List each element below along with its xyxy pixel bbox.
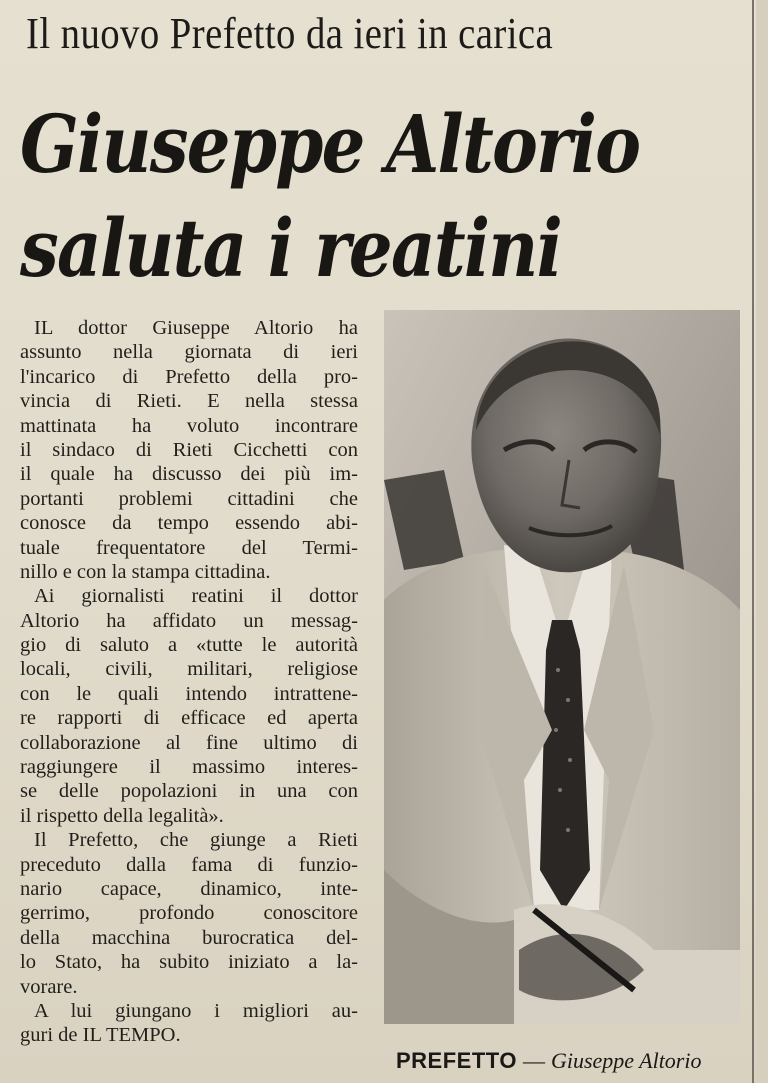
body-line: vorare. bbox=[20, 975, 78, 998]
headline bbox=[20, 92, 639, 300]
body-line: IL dottor Giuseppe Altorio ha bbox=[34, 317, 358, 339]
body-line: re rapporti di efficace ed aperta bbox=[20, 707, 358, 730]
body-line: A lui giungano i migliori au- bbox=[34, 999, 358, 1022]
headline-line: saluta i reatini bbox=[20, 201, 562, 295]
body-line: della macchina burocratica del- bbox=[20, 926, 358, 949]
body-line: lo Stato, ha subito iniziato a la- bbox=[20, 951, 358, 974]
body-line: mattinata ha voluto incontrare bbox=[20, 414, 358, 437]
article-body bbox=[20, 316, 358, 1048]
body-line: con le quali intendo intrattene- bbox=[20, 682, 358, 705]
body-line: il rispetto della legalità». bbox=[20, 804, 224, 827]
adjacent-column-edge bbox=[756, 0, 768, 1083]
body-line: gio di saluto a «tutte le autorità bbox=[20, 634, 358, 657]
body-line: gerrimo, profondo conoscitore bbox=[20, 902, 358, 925]
photo-caption bbox=[396, 1048, 701, 1074]
body-line: nario capace, dinamico, inte- bbox=[20, 877, 358, 900]
body-line: nillo e con la stampa cittadina. bbox=[20, 560, 271, 583]
caption-name: Giuseppe Altorio bbox=[550, 1048, 702, 1073]
body-line: assunto nella giornata di ieri bbox=[20, 341, 358, 364]
body-line: collaborazione al fine ultimo di bbox=[20, 731, 358, 754]
body-line: il quale ha discusso dei più im- bbox=[20, 463, 358, 486]
kicker-heading: Il nuovo Prefetto da ieri in carica bbox=[26, 9, 554, 58]
body-line: l'incarico di Prefetto della pro- bbox=[20, 365, 358, 388]
column-rule bbox=[752, 0, 754, 1083]
body-line: raggiungere il massimo interes- bbox=[20, 756, 358, 779]
body-line: Ai giornalisti reatini il dottor bbox=[34, 585, 358, 608]
body-line: vincia di Rieti. E nella stessa bbox=[20, 390, 358, 413]
body-line: il sindaco di Rieti Cicchetti con bbox=[20, 438, 358, 461]
body-line: tuale frequentatore del Termi- bbox=[20, 536, 358, 559]
body-line: se delle popolazioni in una con bbox=[20, 780, 358, 803]
headline-line: Giuseppe Altorio bbox=[20, 97, 640, 191]
body-line: Il Prefetto, che giunge a Rieti bbox=[34, 829, 358, 852]
body-line: locali, civili, militari, religiose bbox=[20, 658, 358, 681]
caption-dash: — bbox=[522, 1048, 545, 1073]
portrait-photo bbox=[384, 310, 740, 1024]
body-line: conosce da tempo essendo abi- bbox=[20, 512, 358, 535]
body-line: guri de IL TEMPO. bbox=[20, 1024, 181, 1047]
body-line: preceduto dalla fama di funzio- bbox=[20, 853, 358, 876]
caption-label: PREFETTO bbox=[396, 1048, 517, 1073]
body-line: portanti problemi cittadini che bbox=[20, 487, 358, 510]
body-line: Altorio ha affidato un messag- bbox=[20, 609, 358, 632]
